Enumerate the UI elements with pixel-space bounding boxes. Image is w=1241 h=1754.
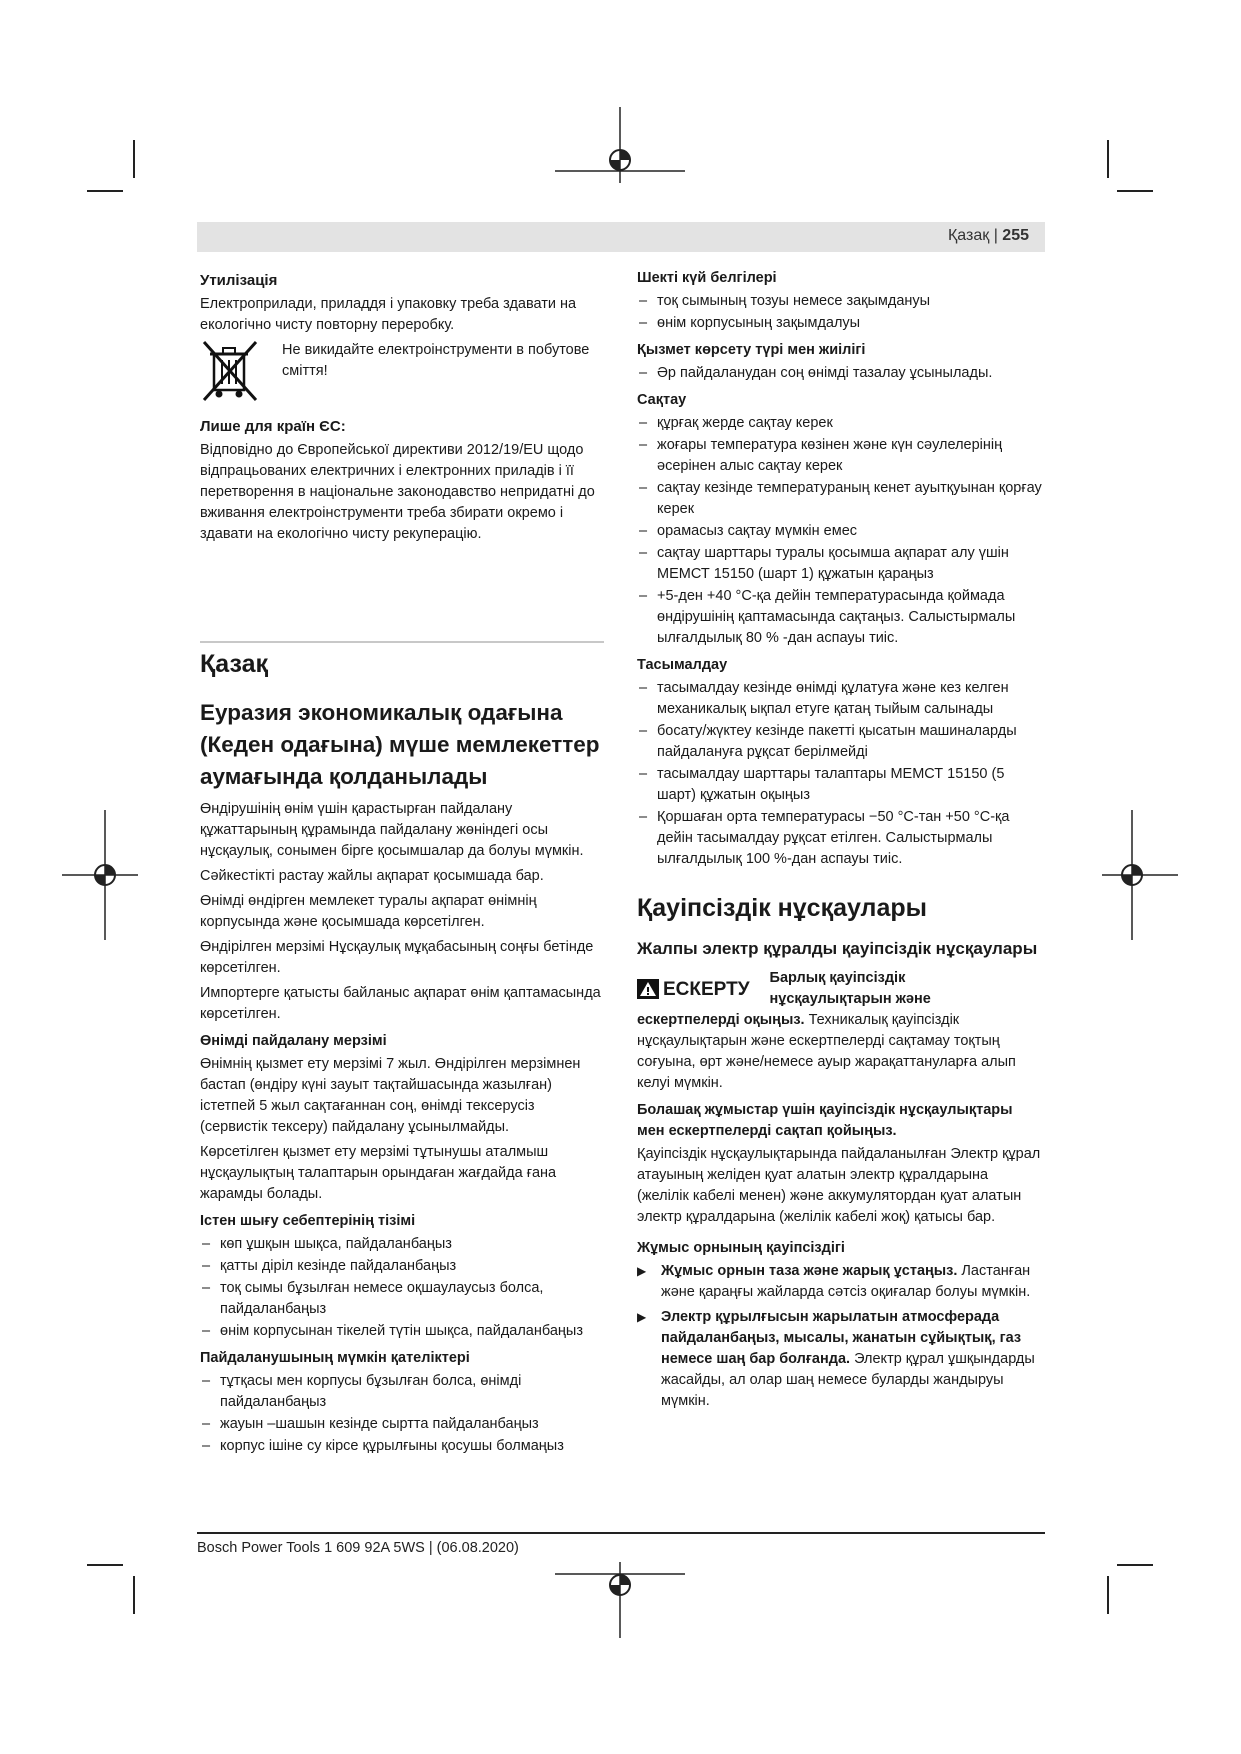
warning-label-wrap <box>637 968 750 1010</box>
limit-list <box>637 291 1043 334</box>
header-separator: | <box>989 227 1003 244</box>
registration-mark-top-icon <box>555 105 685 185</box>
warning-text: Техникалық қауіпсіздік нұсқаулықтарын және ескертпелерді сақтамау тоқтың соғуына, өрт және/немесе ауыр жарақаттануларға алып келуі мүмкін. <box>637 1012 1016 1091</box>
intro-p4: Өндірілген мерзімі Нұсқаулық мұқабасының соңғы бетінде көрсетілген. <box>200 939 594 976</box>
list-item: – жоғары температура көзінен және күн сәулелерінің әсерінен алыс сақтау керек <box>637 435 1043 477</box>
header-section: Қазақ <box>947 227 990 244</box>
registration-mark-bottom-icon <box>555 1560 685 1640</box>
err-list <box>200 1371 606 1457</box>
service-title: Қызмет көрсету түрі мен жиілігі <box>637 342 866 358</box>
warning-block <box>637 968 1043 1094</box>
list-item: – тасымалдау кезінде өнімді құлатуға және кез келген механикалық ықпал етуге қатаң тыйым салынады <box>637 678 1043 720</box>
intro-p3: Өнімді өндірген мемлекет туралы ақпарат өнімнің корпусында және қосымшада көрсетілген. <box>200 893 537 930</box>
eu-title: Лише для країн ЄС: <box>200 418 346 435</box>
weee-crossed-bin-icon <box>200 340 260 402</box>
header-label <box>948 227 1029 245</box>
right-column <box>637 268 1043 1416</box>
list-item: – қатты діріл кезінде пайдаланбаңыз <box>200 1256 606 1277</box>
service-list <box>637 363 1043 384</box>
work-list <box>637 1261 1043 1412</box>
eu-text: Відповідно до Європейської директиви 2012/19/EU щодо відпрацьованих електричних і електронних приладів і її перетворення в національне законодавство непридатні до вживання електроінструменти треба збирати окремо і здавати на екологічно чисту рекуперацію. <box>200 442 595 542</box>
list-item: – құрғақ жерде сақтау керек <box>637 413 1043 434</box>
work-item-bold: Жұмыс орнын таза және жарық ұстаңыз. <box>661 1263 958 1279</box>
warning-bold-1: Барлық қауіпсіздік нұсқаулықтарын және <box>769 970 931 1007</box>
list-item: – Қоршаған орта температурасы −50 °C-тан +50 °C-қа дейін тасымалдау рұқсат етілген. Салыстырмалы ылғалдылық 100 %-дан аспауы тиіс. <box>637 807 1043 870</box>
footer-rule <box>197 1532 1045 1534</box>
storage-list <box>637 413 1043 649</box>
footer-text: Bosch Power Tools 1 609 92A 5WS | (06.08.2020) <box>197 1540 519 1556</box>
list-item: – +5-ден +40 °C-қа дейін температурасында қоймада өндірушінің қаптамасында сақтаңыз. Салыстырмалы ылғалдылық 80 % -дан аспауы тиіс. <box>637 586 1043 649</box>
list-item: – жауын –шашын кезінде сыртта пайдаланбаңыз <box>200 1414 606 1435</box>
intro-p1: Өндірушінің өнім үшін қарастырған пайдалану құжаттарының құрамында пайдалану жөніндегі осы нұсқаулық, сонымен бірге қосымшалар да болуы мүмкін. <box>200 801 584 859</box>
life-p2: Көрсетілген қызмет ету мерзімі тұтынушы аталмыш нұсқаулықтың талаптарын орындаған жағдайда ғана жарамды болады. <box>200 1144 557 1202</box>
fail-list <box>200 1234 606 1342</box>
fail-title: Істен шығу себептерінің тізімі <box>200 1213 416 1229</box>
transport-title: Тасымалдау <box>637 657 728 673</box>
life-p1: Өнімнің қызмет ету мерзімі 7 жыл. Өндірілген мерзімнен бастап (өндіру күні зауыт тақтайшасында жазылған) істетпей 5 жыл сақтағаннан соң, өнімді тексерусіз (сервистік тексеру) пайдалану ұсынылмайды. <box>200 1056 581 1135</box>
transport-list <box>637 678 1043 870</box>
list-item: – өнім корпусынан тікелей түтін шықса, пайдаланбаңыз <box>200 1321 606 1342</box>
list-item: – босату/жүктеу кезінде пакетті қысатын машиналарды пайдалануға рұқсат берілмейді <box>637 721 1043 763</box>
storage-title: Сақтау <box>637 392 687 408</box>
language-title: Қазақ <box>200 650 268 678</box>
registration-mark-left-icon <box>60 810 140 940</box>
work-item-text: Электр құрал ұшқындарды жасайды, ал олар шаң немесе буларды жандыруы мүмкін. <box>661 1351 1035 1409</box>
life-title: Өнімді пайдалану мерзімі <box>200 1033 387 1049</box>
keep-title: Болашақ жұмыстар үшін қауіпсіздік нұсқаулықтары мен ескертпелерді сақтап қойыңыз. <box>637 1102 1013 1139</box>
intro-p2: Сәйкестікті растау жайлы ақпарат қосымшада бар. <box>200 868 544 884</box>
list-item: – корпус ішіне су кірсе құрылғыны қосушы болмаңыз <box>200 1436 606 1457</box>
registration-mark-right-icon <box>1100 810 1180 940</box>
work-item-bold: Электр құрылғысын жарылатын атмосферада пайдаланбаңыз, мысалы, жанатын сұйықтық, газ немесе шаң бар болғанда. <box>661 1309 1022 1367</box>
list-item: – тоқ сымы бұзылған немесе оқшаулаусыз болса, пайдаланбаңыз <box>200 1278 606 1320</box>
warning-triangle-icon <box>637 979 659 999</box>
list-item <box>637 1307 1043 1412</box>
util-title: Утилізація <box>200 272 278 289</box>
util-icon-text: Не викидайте електроінструменти в побутове сміття! <box>282 342 590 379</box>
work-title: Жұмыс орнының қауіпсіздігі <box>637 1240 845 1256</box>
list-item: – тұтқасы мен корпусы бұзылған болса, өнімді пайдаланбаңыз <box>200 1371 606 1413</box>
keep-text: Қауіпсіздік нұсқаулықтарында пайдаланылған Электр құрал атауының желіден қуат алатын электр құралдарына (желілік кабелі менен) және аккумулятордан қуат алатын электр құралдарына (желілік кабелі жоқ) қатысы бар. <box>637 1146 1041 1225</box>
warning-bold-2: ескертпелерді оқыңыз. <box>637 1012 805 1028</box>
general-title: Жалпы электр құралды қауіпсіздік нұсқаулары <box>637 939 1038 958</box>
list-item: – орамасыз сақтау мүмкін емес <box>637 521 1043 542</box>
page-header <box>197 222 1045 252</box>
work-item-text: Ластанған және қараңғы жайларда сәтсіз оқиғалар болуы мүмкін. <box>661 1263 1031 1300</box>
left-column <box>200 270 604 549</box>
util-text: Електроприлади, приладдя і упаковку треба здавати на екологічно чисту повторну переробку. <box>200 296 577 333</box>
warning-label: ЕСКЕРТУ <box>663 978 750 1000</box>
err-title: Пайдаланушының мүмкін қателіктері <box>200 1350 470 1366</box>
list-item <box>637 1261 1043 1303</box>
left-column-kz <box>200 650 606 1458</box>
safety-title: Қауіпсіздік нұсқаулары <box>637 894 927 922</box>
limit-title: Шекті күй белгілері <box>637 270 777 286</box>
main-title: Еуразия экономикалық одағына (Кеден одағына) мүше мемлекеттер аумағында қолданылады <box>200 700 600 789</box>
list-item: – көп ұшқын шықса, пайдаланбаңыз <box>200 1234 606 1255</box>
weee-notice <box>200 340 604 402</box>
section-divider <box>200 641 604 643</box>
list-item: – Әр пайдаланудан соң өнімді тазалау ұсынылады. <box>637 363 1043 384</box>
list-item: – сақтау кезінде температураның кенет ауытқуынан қорғау керек <box>637 478 1043 520</box>
intro-p5: Импортерге қатысты байланыс ақпарат өнім қаптамасында көрсетілген. <box>200 985 601 1022</box>
list-item: – сақтау шарттары туралы қосымша ақпарат алу үшін МЕМСТ 15150 (шарт 1) құжатын қараңыз <box>637 543 1043 585</box>
list-item: – тоқ сымының тозуы немесе зақымдануы <box>637 291 1043 312</box>
page-number: 255 <box>1002 227 1029 244</box>
list-item: – тасымалдау шарттары талаптары МЕМСТ 15150 (5 шарт) құжатын оқыңыз <box>637 764 1043 806</box>
list-item: – өнім корпусының зақымдалуы <box>637 313 1043 334</box>
